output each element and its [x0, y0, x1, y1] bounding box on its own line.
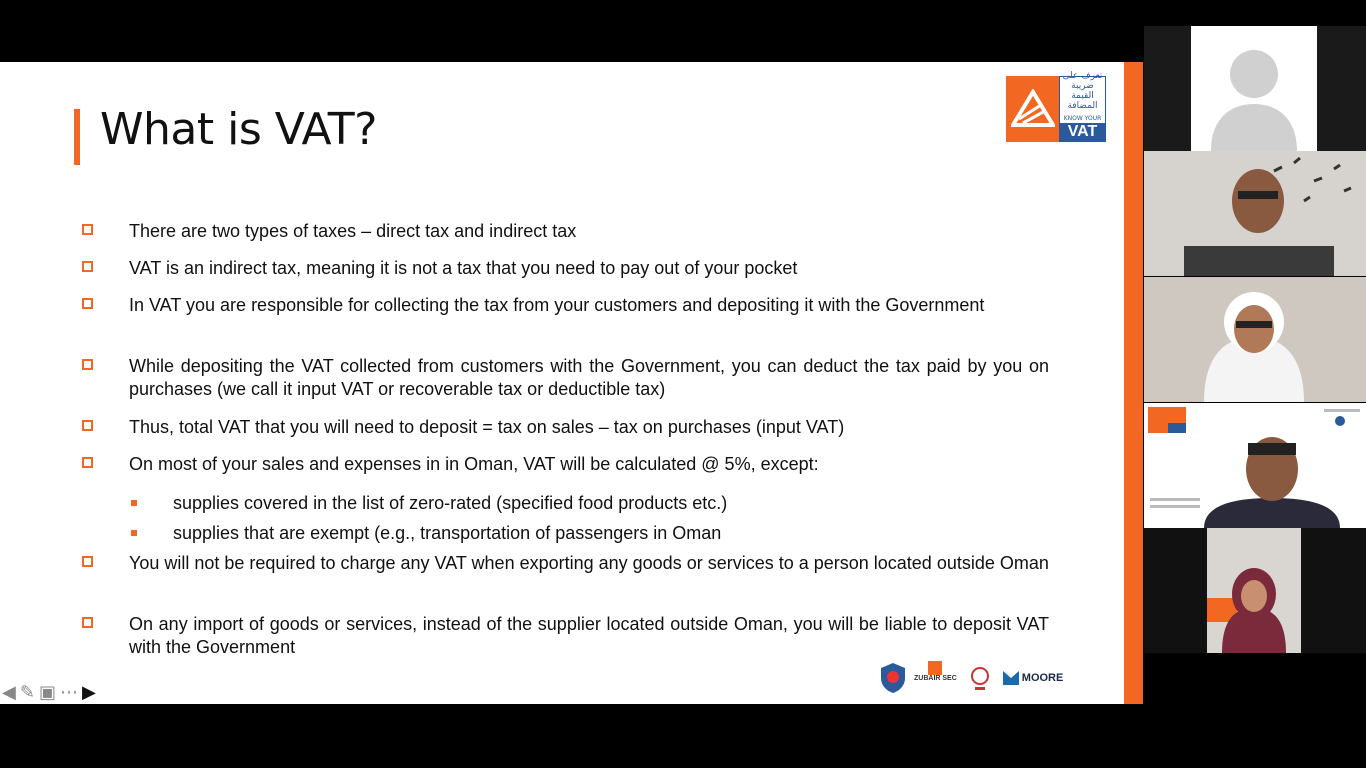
- checkbox-bullet-icon: [82, 359, 93, 370]
- vat-logo-text: VAT: [1060, 123, 1105, 141]
- sub-bullet-text: supplies covered in the list of zero-rated (specified food products etc.): [173, 493, 728, 513]
- slides-icon[interactable]: ▣: [38, 681, 56, 703]
- participant-video-tile[interactable]: [1144, 277, 1366, 402]
- bullet-text: On most of your sales and expenses in in Oman, VAT will be calculated @ 5%, except:: [129, 454, 819, 474]
- checkbox-bullet-icon: [82, 556, 93, 567]
- participant-video: [1144, 403, 1366, 528]
- sub-bullet-text: supplies that are exempt (e.g., transportation of passengers in Oman: [173, 523, 722, 543]
- crest-logo-icon: [965, 661, 995, 695]
- zubair-logo-text: ZUBAIR SEC: [914, 675, 957, 682]
- participant-video: [1144, 528, 1366, 653]
- checkbox-bullet-icon: [82, 224, 93, 235]
- presentation-slide: [0, 62, 1124, 704]
- shield-logo-icon: [880, 661, 906, 695]
- bullet-text: VAT is an indirect tax, meaning it is not a tax that you need to pay out of your pocket: [129, 258, 798, 278]
- checkbox-bullet-icon: [82, 420, 93, 431]
- moore-logo-text: MOORE: [1021, 672, 1064, 684]
- moore-logo: [1003, 671, 1064, 685]
- footer-logos: [880, 658, 1100, 698]
- participant-tile[interactable]: [1144, 26, 1366, 151]
- bullet-text: On any import of goods or services, instead of the supplier located outside Oman, you will be liable to deposit VAT with the Government: [129, 614, 1049, 657]
- previous-arrow-icon[interactable]: ◀: [2, 681, 16, 703]
- vat-logo-arabic: تعرف على ضريبة القيمة المضافة: [1062, 71, 1103, 111]
- slide-title: What is VAT?: [100, 104, 377, 155]
- checkbox-bullet-icon: [82, 617, 93, 628]
- square-bullet-icon: [131, 500, 137, 506]
- zubair-logo: [914, 661, 957, 695]
- bullet-text: You will not be required to charge any VAT when exporting any goods or services to a person located outside Oman: [129, 553, 1049, 573]
- next-arrow-icon[interactable]: ▶: [81, 681, 96, 703]
- checkbox-bullet-icon: [82, 298, 93, 309]
- more-options-icon[interactable]: ⋯: [59, 681, 78, 703]
- participant-video-tile[interactable]: [1144, 528, 1366, 653]
- bullet-text: In VAT you are responsible for collecting the tax from your customers and depositing it with the Government: [129, 295, 985, 315]
- bullet-text: While depositing the VAT collected from customers with the Government, you can deduct the tax paid by you on purchases (we call it input VAT or recoverable tax or deductible tax): [129, 356, 1049, 399]
- slide-edge-bar: [1124, 62, 1143, 704]
- slideshow-controls: [2, 680, 96, 704]
- bullet-text: There are two types of taxes – direct tax and indirect tax: [129, 221, 577, 241]
- checkbox-bullet-icon: [82, 457, 93, 468]
- title-accent-bar: [74, 109, 80, 165]
- participant-avatar: [1191, 26, 1317, 151]
- participant-video: [1144, 151, 1366, 276]
- participant-video-tile[interactable]: [1144, 403, 1366, 528]
- vat-logo: [1006, 71, 1106, 142]
- pen-icon[interactable]: ✎: [19, 681, 35, 703]
- participant-video: [1144, 277, 1366, 402]
- bullet-text: Thus, total VAT that you will need to deposit = tax on sales – tax on purchases (input VAT): [129, 417, 845, 437]
- vat-logo-mark: [1006, 76, 1059, 142]
- default-avatar-icon: [1191, 26, 1317, 151]
- vat-logo-english: KNOW YOUR: [1063, 115, 1102, 122]
- square-bullet-icon: [131, 530, 137, 536]
- checkbox-bullet-icon: [82, 261, 93, 272]
- participant-video-tile[interactable]: [1144, 151, 1366, 276]
